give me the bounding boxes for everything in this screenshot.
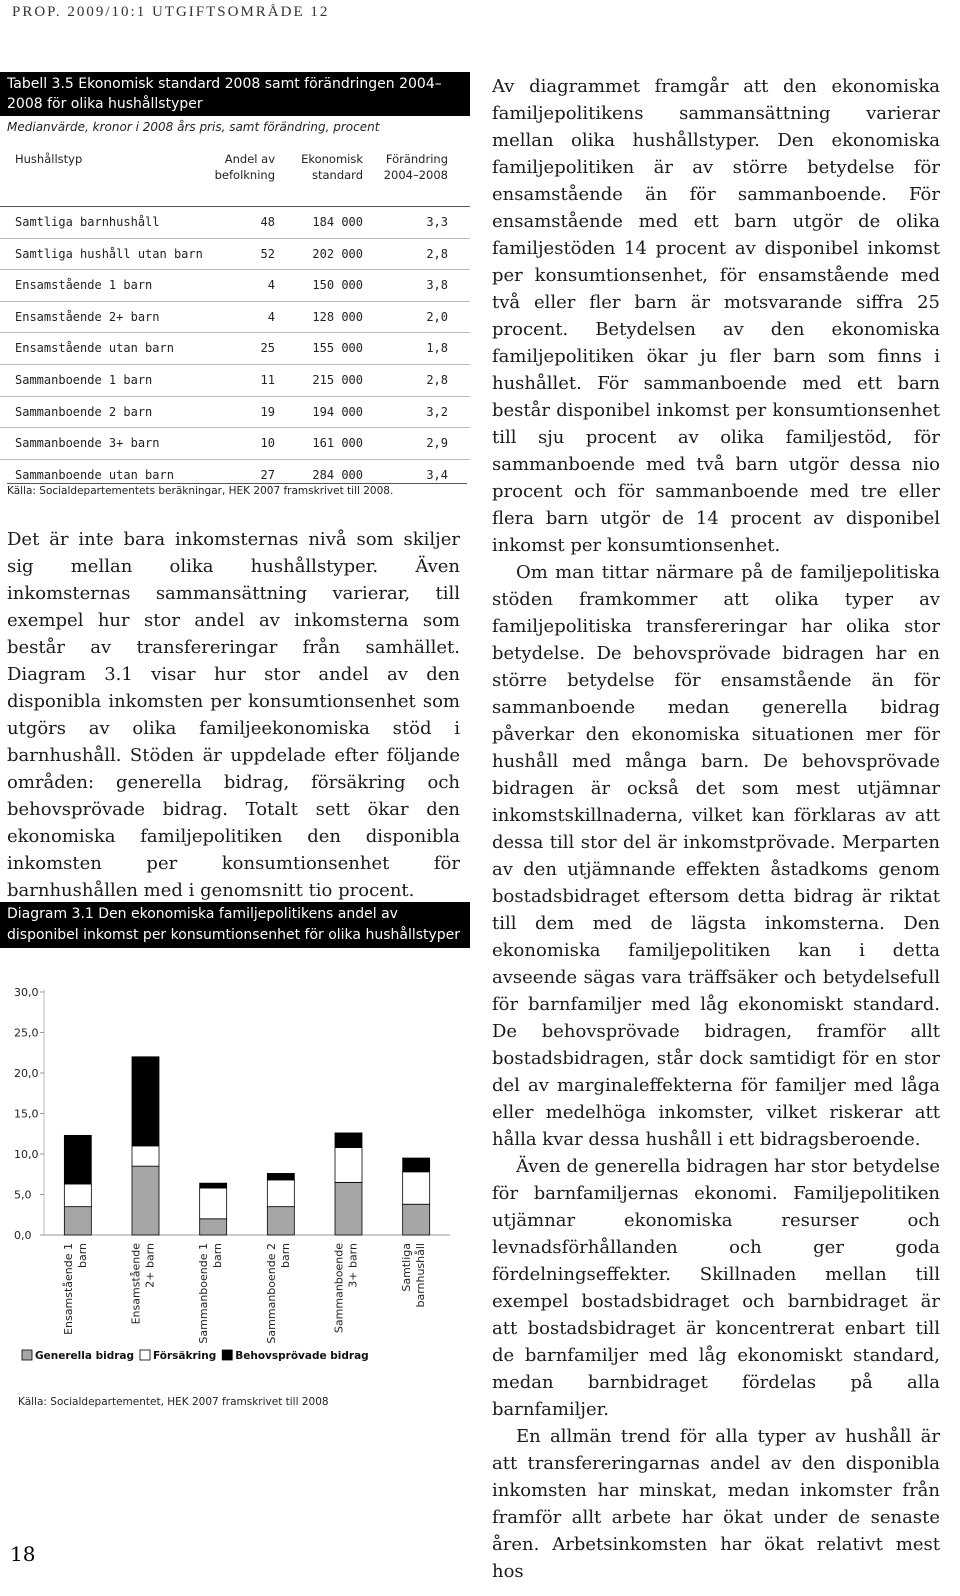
cell-share: 25 [260,341,275,356]
cell-standard: 161 000 [312,436,363,451]
cell-change: 2,8 [426,372,448,387]
y-tick-label: 20,0 [14,1067,39,1080]
bar-segment [64,1184,91,1207]
stacked-bar-chart [0,965,470,1390]
cell-change: 3,3 [426,215,448,229]
cell-standard: 215 000 [312,372,363,387]
right-paragraph: Av diagrammet framgår att den ekonomiska familjepolitikens sammansättning varierar mellan olika hushållstyper. Den ekonomiska familjepolitiken är av större betydelse för ensamstående än för sammanboende. För ensamstående med ett barn utgör de olika familjestöden 14 procent av disponibel inkomst per konsumtionsenhet, för ensamstående med två eller fler barn är motsvarande siffra 25 procent. Betydelsen av den ekonomiska familjepolitiken ökar ju fler barn som finns i hushållet. För sammanboende med ett barn består disponibel inkomst per konsumtionsenhet till sju procent av olika familjestöd, för sammanboende med två barn utgör dessa nio procent och för sammanboende med tre eller flera barn utgör de 14 procent av disponibel inkomst per konsumtionsenhet. [492,76,940,556]
cell-share: 27 [260,467,275,482]
bar-segment [200,1188,227,1219]
cell-change: 3,4 [426,467,448,482]
bar-segment [335,1148,362,1183]
right-paragraph: Även de generella bidragen har stor betydelse för barnfamiljernas ekonomi. Familjepolitiken utjämnar ekonomiska resurser och levnadsförhållanden och ger goda fördelningseffekter. Skillnaden mellan till exempel bostadsbidraget och barnbidraget är att bostadsbidraget är koncentrerat enbart till de barnfamiljer med låg ekonomiskt standard, medan barnbidraget fördelas på alla barnfamiljer. [492,1156,940,1420]
x-tick-label: barnhushåll [414,1243,428,1308]
y-tick-label: 30,0 [14,986,39,999]
page-number: 18 [10,1542,36,1566]
left-body-text [7,526,460,904]
table-caption: Tabell 3.5 Ekonomisk standard 2008 samt förändringen 2004–2008 för olika hushållstyper [0,72,470,116]
table-row [0,332,470,364]
cell-change: 2,9 [426,436,448,451]
cell-type: Sammanboende utan barn [15,467,174,482]
table-row [0,238,470,270]
table-row [0,301,470,333]
cell-standard: 128 000 [312,309,363,324]
bar-segment [267,1180,294,1207]
table-subtitle: Medianvärde, kronor i 2008 års pris, samt förändring, procent [7,120,380,134]
bar-segment [267,1173,294,1179]
bar-segment [403,1158,430,1172]
x-tick-label: Samtliga [400,1243,414,1292]
table-header-change: Förändring 2004–2008 [383,152,448,182]
y-tick-label: 15,0 [14,1107,39,1121]
x-tick-label: Sammanboende [332,1243,346,1334]
right-paragraph: En allmän trend för alla typer av hushåll är att transfereringarnas andel av den disponibla inkomsten har minskat, medan inkomster från framför allt arbete har ökat under de senaste åren. Arbetsinkomsten har ökat relativt mest hos [492,1426,940,1582]
table-header-share: Andel av befolkning [214,152,275,182]
bar-segment [64,1207,91,1235]
running-header: PROP. 2009/10:1 UTGIFTSOMRÅDE 12 [12,4,330,20]
x-tick-label: barn [211,1243,225,1269]
cell-type: Sammanboende 1 barn [15,372,153,387]
bar-segment [335,1182,362,1235]
legend-swatch [22,1350,32,1360]
cell-change: 3,2 [426,404,448,419]
table-row [0,427,470,459]
table-row [0,364,470,396]
chart-source: Källa: Socialdepartementet, HEK 2007 framskrivet till 2008 [18,1396,329,1408]
chart-caption: Diagram 3.1 Den ekonomiska familjepolitikens andel av disponibel inkomst per konsumtionsenhet för olika hushållstyper [0,902,470,948]
legend-swatch [140,1350,150,1360]
bar-segment [335,1133,362,1148]
cell-standard: 184 000 [312,215,363,229]
x-tick-label: 3+ barn [346,1243,360,1288]
cell-share: 11 [260,372,275,387]
cell-standard: 150 000 [312,278,363,293]
cell-share: 52 [260,246,275,261]
x-tick-label: 2+ barn [143,1243,157,1288]
y-tick-label: 25,0 [14,1026,39,1040]
cell-type: Ensamstående utan barn [15,341,174,356]
cell-change: 2,0 [426,309,448,324]
cell-type: Sammanboende 3+ barn [15,436,160,451]
legend-label: Behovsprövade bidrag [235,1350,369,1362]
cell-standard: 284 000 [312,467,363,482]
x-tick-label: Sammanboende 1 [197,1243,211,1344]
cell-type: Ensamstående 2+ barn [15,309,160,324]
x-tick-label: barn [75,1243,89,1269]
cell-change: 1,8 [426,341,448,356]
table-row [0,206,470,238]
bar-segment [403,1204,430,1235]
legend-swatch [222,1350,232,1360]
right-paragraph: Om man tittar närmare på de familjepolitiska stöden framkommer att olika typer av familjepolitiska transfereringar har olika stor betydelse. De behovsprövade bidragen har en större betydelse för ensamstående än för sammanboende medan generella bidrag påverkar den ekonomiska situationen mer för hushåll med många barn. De behovsprövade bidragen är också det som mest utjämnar inkomstskillnaderna, vilket kan förklaras av att dessa till stor del är inkomstprövade. Merparten av den utjämnande effekten åstadkoms genom bostadsbidraget eftersom detta bidrag är riktat till dem med de lägsta inkomsterna. Den ekonomiska familjepolitiken kan i detta avseende sägas vara träffsäker och betydelsefull för barnfamiljer med låg ekonomiskt standard. De behovsprövade bidragen, framför allt bostadsbidragen, står dock samtidigt för en stor del av marginaleffekterna för familjer med låga eller medelhöga inkomster, vilket riskerar att hålla kvar dessa hushåll i ett bidragsberoende. [492,562,940,1150]
cell-share: 4 [267,278,275,293]
x-tick-label: Sammanboende 2 [264,1243,278,1344]
cell-share: 19 [260,404,275,419]
bar-segment [132,1146,159,1166]
cell-standard: 155 000 [312,341,363,356]
y-tick-label: 0,0 [14,1229,32,1242]
legend-label: Generella bidrag [35,1350,134,1362]
cell-type: Ensamstående 1 barn [15,278,153,293]
cell-standard: 194 000 [312,404,363,419]
bar-segment [64,1135,91,1184]
y-tick-label: 5,0 [14,1188,32,1202]
cell-type: Sammanboende 2 barn [15,404,153,419]
table-body [0,206,470,490]
x-tick-label: Ensamstående 1 [61,1243,75,1335]
cell-standard: 202 000 [312,246,363,261]
table-source: Källa: Socialdepartementets beräkningar, HEK 2007 framskrivet till 2008. [7,483,467,497]
cell-type: Samtliga barnhushåll [15,215,160,229]
x-tick-label: barn [278,1243,292,1269]
cell-share: 10 [260,436,275,451]
x-tick-label: Ensamstående [129,1243,143,1325]
left-paragraph: Det är inte bara inkomsternas nivå som skiljer sig mellan olika hushållstyper. Även inkomsternas sammansättning varierar, till exempel hur stor andel av inkomsterna som består av transfereringar från samhället. Diagram 3.1 visar hur stor andel av den disponibla inkomsten per konsumtionsenhet som utgörs av olika familjeekonomiska stöd i barnhushåll. Stöden är uppdelade efter följande områden: generella bidrag, försäkring och behovsprövade bidrag. Totalt sett ökar den ekonomiska familjepolitiken den disponibla inkomsten per konsumtionsenhet för barnhushållen med i genomsnitt tio procent. [7,529,460,901]
legend-label: Försäkring [153,1350,217,1362]
bar-segment [200,1183,227,1188]
bar-segment [200,1219,227,1235]
table-row [0,269,470,301]
y-tick-label: 10,0 [14,1148,39,1161]
cell-change: 3,8 [426,278,448,293]
table-row [0,396,470,428]
bar-segment [267,1207,294,1235]
cell-change: 2,8 [426,246,448,261]
table-header-standard: Ekonomisk standard [301,152,363,182]
cell-share: 4 [267,309,275,324]
cell-share: 48 [260,215,275,229]
bar-segment [132,1166,159,1235]
cell-type: Samtliga hushåll utan barn [15,246,203,261]
right-body-text [492,73,940,1585]
table-header-type: Hushållstyp [15,152,83,166]
bar-segment [403,1172,430,1204]
bar-segment [132,1057,159,1146]
